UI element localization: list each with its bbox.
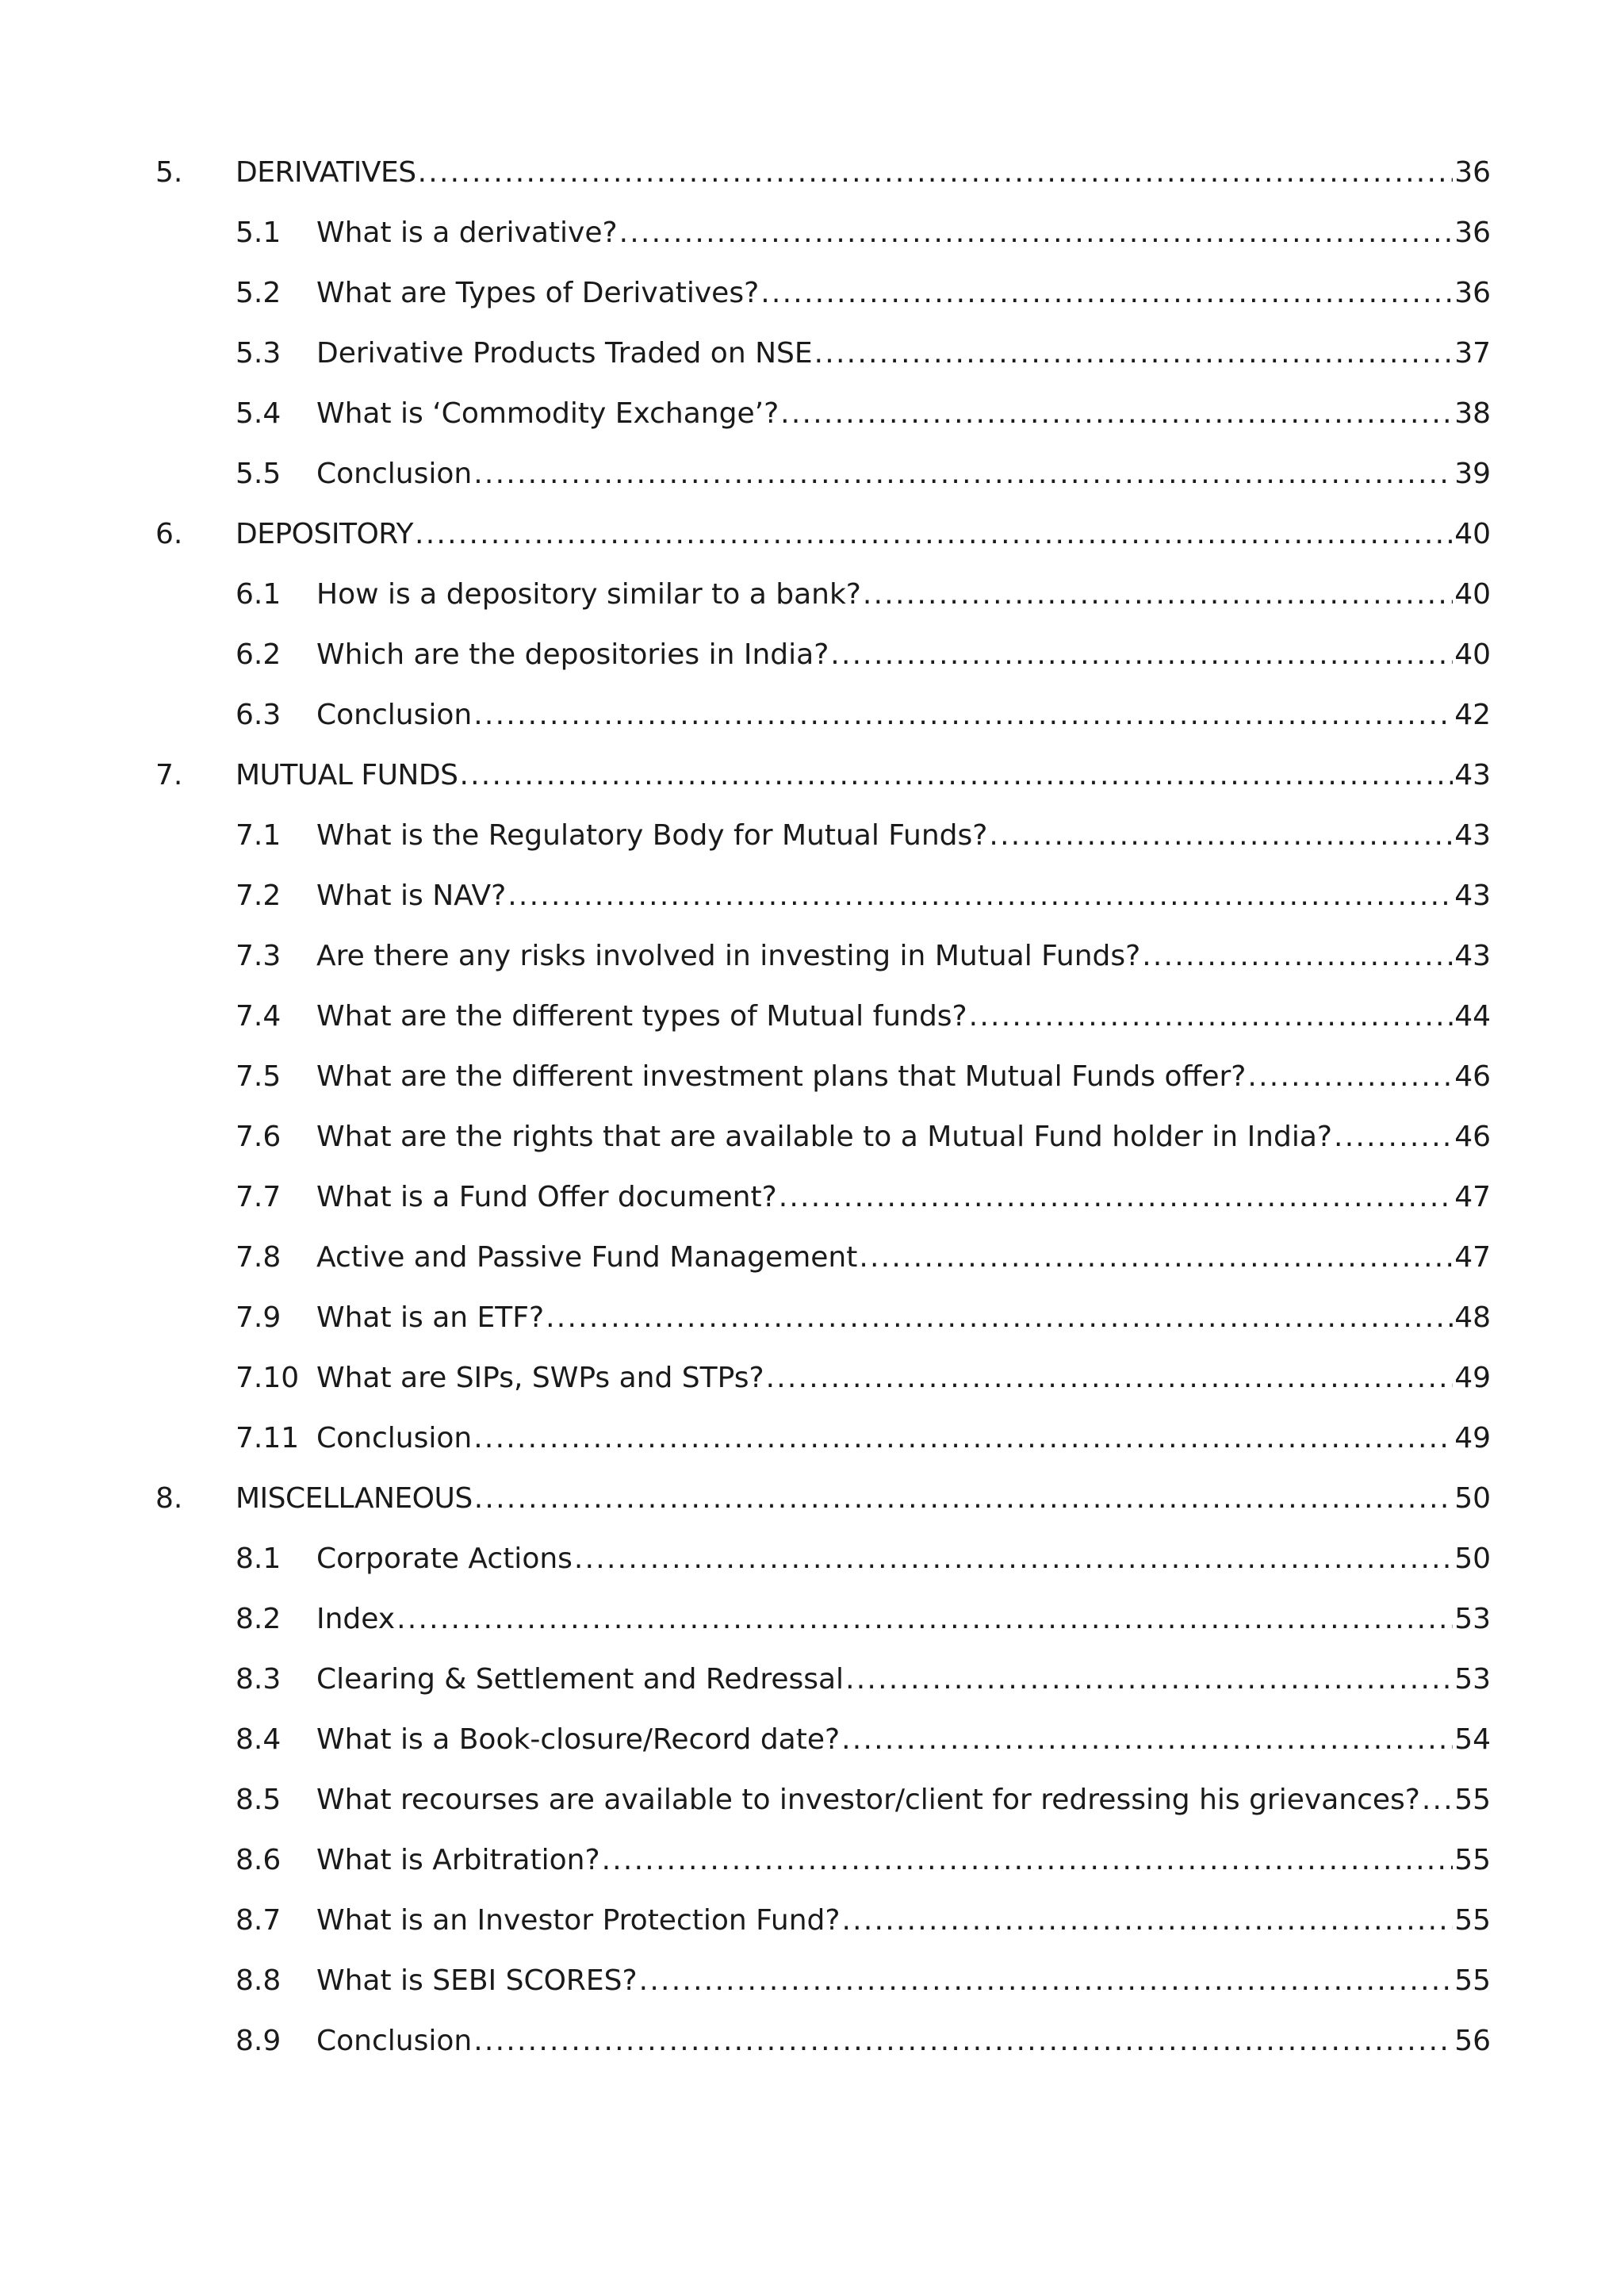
dot-leader: [779, 1167, 1454, 1228]
toc-page-number: 53: [1454, 1663, 1491, 1696]
toc-page-number: 43: [1454, 940, 1491, 972]
toc-section-entry[interactable]: [155, 1951, 1491, 2011]
dot-leader: [473, 444, 1453, 504]
toc-entry-number: 7.8: [236, 1241, 282, 1274]
toc-page-number: 46: [1454, 1121, 1491, 1153]
toc-section-entry[interactable]: [155, 926, 1491, 987]
toc-entry-title: Corporate Actions: [316, 1542, 573, 1575]
toc-entry-title: Derivative Products Traded on NSE: [316, 337, 813, 370]
toc-entry-number: 7.10: [236, 1362, 300, 1394]
toc-section-entry[interactable]: [155, 2011, 1491, 2071]
dot-leader: [546, 1288, 1453, 1348]
toc-section-entry[interactable]: [155, 1589, 1491, 1650]
toc-entry-number: 7.: [155, 759, 183, 791]
toc-entry-title: What is the Regulatory Body for Mutual Funds?: [316, 819, 988, 852]
toc-entry-number: 8.6: [236, 1844, 282, 1876]
toc-page-number: 46: [1454, 1060, 1491, 1093]
toc-entry-title: What is a derivative?: [316, 217, 618, 249]
toc-entry-number: 7.11: [236, 1422, 300, 1454]
dot-leader: [415, 504, 1453, 565]
toc-section-entry[interactable]: [155, 1228, 1491, 1288]
toc-section-entry[interactable]: [155, 1047, 1491, 1107]
toc-entry-title: MISCELLANEOUS: [236, 1482, 473, 1515]
toc-entry-title: Conclusion: [316, 458, 473, 490]
toc-section-entry[interactable]: [155, 1891, 1491, 1951]
toc-page-number: 48: [1454, 1301, 1491, 1334]
toc-page-number: 55: [1454, 1964, 1491, 1997]
toc-chapter-entry[interactable]: [155, 143, 1491, 203]
dot-leader: [841, 1710, 1453, 1770]
toc-entry-number: 6.: [155, 518, 183, 550]
toc-chapter-entry[interactable]: [155, 745, 1491, 806]
toc-page-number: 56: [1454, 2025, 1491, 2057]
toc-entry-title: What is an Investor Protection Fund?: [316, 1904, 841, 1937]
toc-entry-number: 5.3: [236, 337, 282, 370]
toc-page-number: 38: [1454, 397, 1491, 430]
toc-section-entry[interactable]: [155, 263, 1491, 324]
toc-entry-number: 7.5: [236, 1060, 282, 1093]
toc-section-entry[interactable]: [155, 1288, 1491, 1348]
dot-leader: [845, 1650, 1453, 1710]
toc-entry-title: Conclusion: [316, 1422, 473, 1454]
toc-entry-title: What are Types of Derivatives?: [316, 277, 760, 309]
toc-entry-number: 8.3: [236, 1663, 282, 1696]
toc-section-entry[interactable]: [155, 444, 1491, 504]
toc-entry-number: 5.1: [236, 217, 282, 249]
dot-leader: [1422, 1770, 1453, 1830]
toc-page-number: 40: [1454, 638, 1491, 671]
toc-page-number: 49: [1454, 1422, 1491, 1454]
toc-page-number: 53: [1454, 1603, 1491, 1635]
toc-entry-title: Clearing & Settlement and Redressal: [316, 1663, 845, 1696]
toc-section-entry[interactable]: [155, 625, 1491, 685]
toc-entry-number: 8.1: [236, 1542, 282, 1575]
toc-entry-title: What is an ETF?: [316, 1301, 545, 1334]
toc-page-number: 55: [1454, 1844, 1491, 1876]
toc-entry-title: What is a Fund Offer document?: [316, 1181, 777, 1213]
dot-leader: [830, 625, 1453, 685]
dot-leader: [639, 1951, 1454, 2011]
toc-section-entry[interactable]: [155, 565, 1491, 625]
dot-leader: [459, 745, 1453, 806]
toc-chapter-entry[interactable]: [155, 1469, 1491, 1529]
toc-entry-title: What is SEBI SCORES?: [316, 1964, 638, 1997]
toc-entry-title: Conclusion: [316, 699, 473, 731]
toc-page-number: 47: [1454, 1241, 1491, 1274]
toc-section-entry[interactable]: [155, 1710, 1491, 1770]
toc-chapter-entry[interactable]: [155, 504, 1491, 565]
dot-leader: [760, 263, 1453, 324]
toc-section-entry[interactable]: [155, 324, 1491, 384]
toc-section-entry[interactable]: [155, 866, 1491, 926]
toc-entry-title: Which are the depositories in India?: [316, 638, 829, 671]
dot-leader: [780, 384, 1453, 444]
toc-page-number: 47: [1454, 1181, 1491, 1213]
toc-page-number: 44: [1454, 1000, 1491, 1033]
toc-section-entry[interactable]: [155, 203, 1491, 263]
toc-entry-number: 5.4: [236, 397, 282, 430]
table-of-contents: [155, 143, 1491, 2071]
dot-leader: [969, 987, 1454, 1047]
toc-page-number: 54: [1454, 1723, 1491, 1756]
toc-entry-title: Are there any risks involved in investing in Mutual Funds?: [316, 940, 1141, 972]
toc-page-number: 43: [1454, 819, 1491, 852]
toc-entry-number: 5.5: [236, 458, 282, 490]
toc-entry-number: 5.2: [236, 277, 282, 309]
toc-entry-number: 7.4: [236, 1000, 282, 1033]
toc-entry-number: 8.5: [236, 1784, 282, 1816]
toc-section-entry[interactable]: [155, 1167, 1491, 1228]
dot-leader: [1334, 1107, 1453, 1167]
toc-section-entry[interactable]: [155, 987, 1491, 1047]
toc-entry-number: 8.7: [236, 1904, 282, 1937]
dot-leader: [619, 203, 1454, 263]
toc-entry-title: What is Arbitration?: [316, 1844, 600, 1876]
toc-entry-title: What are the rights that are available to a Mutual Fund holder in India?: [316, 1121, 1333, 1153]
toc-page-number: 40: [1454, 518, 1491, 550]
dot-leader: [473, 685, 1453, 745]
dot-leader: [1247, 1047, 1453, 1107]
toc-entry-number: 8.2: [236, 1603, 282, 1635]
dot-leader: [989, 806, 1453, 866]
toc-entry-number: 7.6: [236, 1121, 282, 1153]
toc-section-entry[interactable]: [155, 1348, 1491, 1408]
toc-entry-number: 8.: [155, 1482, 183, 1515]
toc-section-entry[interactable]: [155, 1830, 1491, 1891]
toc-page-number: 39: [1454, 458, 1491, 490]
toc-page-number: 50: [1454, 1542, 1491, 1575]
dot-leader: [841, 1891, 1453, 1951]
toc-section-entry[interactable]: [155, 806, 1491, 866]
dot-leader: [859, 1228, 1453, 1288]
dot-leader: [396, 1589, 1453, 1650]
toc-entry-title: How is a depository similar to a bank?: [316, 578, 861, 611]
toc-entry-title: Index: [316, 1603, 396, 1635]
dot-leader: [473, 2011, 1453, 2071]
dot-leader: [574, 1529, 1453, 1589]
toc-entry-number: 6.3: [236, 699, 282, 731]
toc-entry-number: 7.1: [236, 819, 282, 852]
toc-entry-title: DERIVATIVES: [236, 156, 416, 189]
toc-section-entry[interactable]: [155, 1770, 1491, 1830]
toc-page-number: 40: [1454, 578, 1491, 611]
toc-entry-number: 7.2: [236, 879, 282, 912]
toc-page-number: 36: [1454, 277, 1491, 309]
toc-page-number: 49: [1454, 1362, 1491, 1394]
toc-page-number: 36: [1454, 156, 1491, 189]
toc-entry-number: 5.: [155, 156, 183, 189]
dot-leader: [508, 866, 1453, 926]
dot-leader: [814, 324, 1454, 384]
toc-entry-title: DEPOSITORY: [236, 518, 414, 550]
dot-leader: [602, 1830, 1454, 1891]
toc-section-entry[interactable]: [155, 1408, 1491, 1469]
toc-page-number: 43: [1454, 879, 1491, 912]
dot-leader: [474, 1469, 1453, 1529]
toc-section-entry[interactable]: [155, 1650, 1491, 1710]
toc-section-entry[interactable]: [155, 1529, 1491, 1589]
toc-entry-title: Conclusion: [316, 2025, 473, 2057]
toc-page-number: 37: [1454, 337, 1491, 370]
toc-entry-title: Active and Passive Fund Management: [316, 1241, 858, 1274]
dot-leader: [418, 143, 1454, 203]
toc-page-number: 36: [1454, 217, 1491, 249]
toc-entry-title: What is a Book-closure/Record date?: [316, 1723, 841, 1756]
toc-entry-title: What are the different types of Mutual funds?: [316, 1000, 967, 1033]
toc-entry-title: What are the different investment plans that Mutual Funds offer?: [316, 1060, 1247, 1093]
toc-entry-number: 8.8: [236, 1964, 282, 1997]
dot-leader: [766, 1348, 1454, 1408]
toc-entry-number: 7.7: [236, 1181, 282, 1213]
dot-leader: [863, 565, 1453, 625]
toc-entry-title: What are SIPs, SWPs and STPs?: [316, 1362, 764, 1394]
toc-page-number: 55: [1454, 1784, 1491, 1816]
toc-entry-title: MUTUAL FUNDS: [236, 759, 458, 791]
dot-leader: [473, 1408, 1453, 1469]
toc-entry-number: 8.4: [236, 1723, 282, 1756]
toc-page-number: 55: [1454, 1904, 1491, 1937]
toc-entry-number: 7.3: [236, 940, 282, 972]
toc-page-number: 50: [1454, 1482, 1491, 1515]
toc-entry-number: 6.1: [236, 578, 282, 611]
toc-entry-number: 8.9: [236, 2025, 282, 2057]
dot-leader: [1142, 926, 1453, 987]
toc-page-number: 43: [1454, 759, 1491, 791]
toc-entry-number: 6.2: [236, 638, 282, 671]
toc-entry-title: What is NAV?: [316, 879, 507, 912]
toc-section-entry[interactable]: [155, 1107, 1491, 1167]
toc-entry-title: What recourses are available to investor/client for redressing his grievances?: [316, 1784, 1420, 1816]
toc-section-entry[interactable]: [155, 685, 1491, 745]
toc-entry-title: What is ‘Commodity Exchange’?: [316, 397, 779, 430]
toc-page-number: 42: [1454, 699, 1491, 731]
toc-entry-number: 7.9: [236, 1301, 282, 1334]
toc-section-entry[interactable]: [155, 384, 1491, 444]
